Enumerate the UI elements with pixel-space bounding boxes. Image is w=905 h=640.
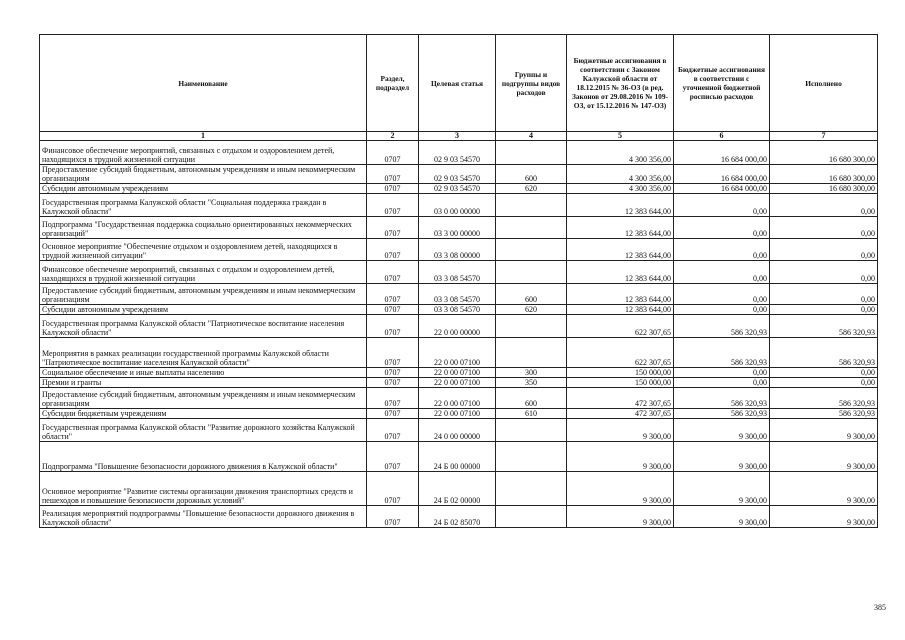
table-row xyxy=(40,388,878,409)
table-row xyxy=(40,472,878,506)
row-refined-allocation: 586 320,93 xyxy=(674,338,770,368)
row-executed: 586 320,93 xyxy=(770,388,878,409)
row-target-article: 24 Б 02 00000 xyxy=(419,472,496,506)
row-law-allocation: 12 383 644,00 xyxy=(567,305,674,315)
row-target-article: 22 0 00 07100 xyxy=(419,338,496,368)
row-executed: 16 680 300,00 xyxy=(770,141,878,165)
row-section: 0707 xyxy=(367,194,419,217)
row-name: Предоставление субсидий бюджетным, автономным учреждениям и иным некоммерческим организациям xyxy=(40,165,367,184)
row-name: Мероприятия в рамках реализации государственной программы Калужской области "Патриотическое воспитание населения Калужской области" xyxy=(40,338,367,368)
row-expense-group: 300 xyxy=(496,368,567,378)
row-section: 0707 xyxy=(367,239,419,261)
row-law-allocation: 4 300 356,00 xyxy=(567,141,674,165)
row-refined-allocation: 9 300,00 xyxy=(674,442,770,472)
row-target-article: 24 0 00 00000 xyxy=(419,419,496,442)
row-expense-group: 350 xyxy=(496,378,567,388)
row-section: 0707 xyxy=(367,378,419,388)
row-target-article: 22 0 00 07100 xyxy=(419,368,496,378)
table-row xyxy=(40,194,878,217)
row-name: Субсидии автономным учреждениям xyxy=(40,184,367,194)
row-target-article: 22 0 00 07100 xyxy=(419,388,496,409)
row-expense-group: 600 xyxy=(496,284,567,305)
row-law-allocation: 12 383 644,00 xyxy=(567,239,674,261)
row-expense-group xyxy=(496,194,567,217)
row-law-allocation: 150 000,00 xyxy=(567,368,674,378)
row-name: Субсидии автономным учреждениям xyxy=(40,305,367,315)
header-law-allocation: Бюджетные ассигнования в соответствии с Законом Калужской области от 18.12.2015 № 36-ОЗ (в ред. Законов от 29.08.2016 № 109-ОЗ, от 15.12.2016 № 147-ОЗ) xyxy=(567,35,674,132)
row-refined-allocation: 9 300,00 xyxy=(674,472,770,506)
table-row xyxy=(40,284,878,305)
row-section: 0707 xyxy=(367,141,419,165)
row-expense-group: 600 xyxy=(496,165,567,184)
row-expense-group: 620 xyxy=(496,305,567,315)
row-target-article: 22 0 00 00000 xyxy=(419,315,496,338)
column-number: 7 xyxy=(770,132,878,141)
row-expense-group xyxy=(496,141,567,165)
row-law-allocation: 12 383 644,00 xyxy=(567,217,674,239)
row-expense-group xyxy=(496,472,567,506)
row-executed: 9 300,00 xyxy=(770,419,878,442)
table-row xyxy=(40,305,878,315)
row-section: 0707 xyxy=(367,305,419,315)
row-refined-allocation: 586 320,93 xyxy=(674,315,770,338)
table-row xyxy=(40,368,878,378)
row-law-allocation: 4 300 356,00 xyxy=(567,184,674,194)
row-section: 0707 xyxy=(367,368,419,378)
table-row xyxy=(40,409,878,419)
row-section: 0707 xyxy=(367,315,419,338)
row-name: Реализация мероприятий подпрограммы "Повышение безопасности дорожного движения в Калужской области" xyxy=(40,506,367,528)
row-refined-allocation: 9 300,00 xyxy=(674,419,770,442)
row-law-allocation: 622 307,65 xyxy=(567,315,674,338)
row-target-article: 24 Б 00 00000 xyxy=(419,442,496,472)
row-executed: 16 680 300,00 xyxy=(770,165,878,184)
column-number: 3 xyxy=(419,132,496,141)
row-refined-allocation: 9 300,00 xyxy=(674,506,770,528)
row-executed: 0,00 xyxy=(770,378,878,388)
row-name: Подпрограмма "Государственная поддержка социально ориентированных некоммерческих организаций" xyxy=(40,217,367,239)
row-expense-group: 620 xyxy=(496,184,567,194)
page-number: 385 xyxy=(874,603,886,612)
row-law-allocation: 12 383 644,00 xyxy=(567,261,674,284)
table-row xyxy=(40,419,878,442)
budget-table xyxy=(39,34,878,528)
row-target-article: 03 3 08 54570 xyxy=(419,261,496,284)
row-name: Подпрограмма "Повышение безопасности дорожного движения в Калужской области" xyxy=(40,442,367,472)
row-target-article: 03 3 08 54570 xyxy=(419,305,496,315)
table-row xyxy=(40,442,878,472)
row-refined-allocation: 0,00 xyxy=(674,217,770,239)
row-refined-allocation: 0,00 xyxy=(674,239,770,261)
row-refined-allocation: 0,00 xyxy=(674,261,770,284)
row-executed: 586 320,93 xyxy=(770,338,878,368)
table-row xyxy=(40,378,878,388)
row-target-article: 03 3 08 54570 xyxy=(419,284,496,305)
table-row xyxy=(40,338,878,368)
row-section: 0707 xyxy=(367,261,419,284)
row-expense-group xyxy=(496,315,567,338)
row-law-allocation: 9 300,00 xyxy=(567,419,674,442)
row-refined-allocation: 0,00 xyxy=(674,305,770,315)
row-executed: 0,00 xyxy=(770,239,878,261)
table-row xyxy=(40,506,878,528)
row-name: Финансовое обеспечение мероприятий, связанных с отдыхом и оздоровлением детей, находящихся в трудной жизненной ситуации xyxy=(40,141,367,165)
column-number-row xyxy=(40,132,878,141)
table-row xyxy=(40,184,878,194)
row-expense-group xyxy=(496,419,567,442)
row-law-allocation: 150 000,00 xyxy=(567,378,674,388)
header-row xyxy=(40,35,878,132)
column-number: 2 xyxy=(367,132,419,141)
row-executed: 16 680 300,00 xyxy=(770,184,878,194)
header-target: Целевая статья xyxy=(419,35,496,132)
row-refined-allocation: 0,00 xyxy=(674,284,770,305)
row-section: 0707 xyxy=(367,338,419,368)
row-name: Предоставление субсидий бюджетным, автономным учреждениям и иным некоммерческим организациям xyxy=(40,388,367,409)
row-refined-allocation: 16 684 000,00 xyxy=(674,165,770,184)
row-expense-group: 600 xyxy=(496,388,567,409)
row-section: 0707 xyxy=(367,184,419,194)
row-target-article: 03 3 00 00000 xyxy=(419,217,496,239)
row-section: 0707 xyxy=(367,442,419,472)
row-law-allocation: 12 383 644,00 xyxy=(567,284,674,305)
row-name: Субсидии бюджетным учреждениям xyxy=(40,409,367,419)
row-section: 0707 xyxy=(367,506,419,528)
row-expense-group xyxy=(496,442,567,472)
row-law-allocation: 9 300,00 xyxy=(567,442,674,472)
table-row xyxy=(40,141,878,165)
row-expense-group xyxy=(496,239,567,261)
row-refined-allocation: 0,00 xyxy=(674,194,770,217)
row-law-allocation: 9 300,00 xyxy=(567,506,674,528)
row-expense-group xyxy=(496,217,567,239)
row-target-article: 02 9 03 54570 xyxy=(419,184,496,194)
row-law-allocation: 9 300,00 xyxy=(567,472,674,506)
row-section: 0707 xyxy=(367,165,419,184)
row-name: Предоставление субсидий бюджетным, автономным учреждениям и иным некоммерческим организациям xyxy=(40,284,367,305)
row-name: Финансовое обеспечение мероприятий, связанных с отдыхом и оздоровлением детей, находящихся в трудной жизненной ситуации xyxy=(40,261,367,284)
header-executed: Исполнено xyxy=(770,35,878,132)
row-law-allocation: 472 307,65 xyxy=(567,388,674,409)
row-expense-group: 610 xyxy=(496,409,567,419)
header-group: Группы и подгруппы видов расходов xyxy=(496,35,567,132)
row-executed: 586 320,93 xyxy=(770,409,878,419)
header-name: Наименование xyxy=(40,35,367,132)
budget-table-sheet xyxy=(39,34,877,528)
row-name: Государственная программа Калужской области "Социальная поддержка граждан в Калужской области" xyxy=(40,194,367,217)
row-law-allocation: 12 383 644,00 xyxy=(567,194,674,217)
row-executed: 0,00 xyxy=(770,261,878,284)
row-target-article: 22 0 00 07100 xyxy=(419,378,496,388)
column-number: 1 xyxy=(40,132,367,141)
row-executed: 0,00 xyxy=(770,305,878,315)
row-section: 0707 xyxy=(367,419,419,442)
row-law-allocation: 472 307,65 xyxy=(567,409,674,419)
row-law-allocation: 4 300 356,00 xyxy=(567,165,674,184)
table-row xyxy=(40,261,878,284)
row-target-article: 02 9 03 54570 xyxy=(419,141,496,165)
table-row xyxy=(40,217,878,239)
row-refined-allocation: 0,00 xyxy=(674,378,770,388)
row-executed: 0,00 xyxy=(770,194,878,217)
row-name: Государственная программа Калужской области "Развитие дорожного хозяйства Калужской области" xyxy=(40,419,367,442)
row-executed: 9 300,00 xyxy=(770,442,878,472)
column-number: 5 xyxy=(567,132,674,141)
row-expense-group xyxy=(496,261,567,284)
row-section: 0707 xyxy=(367,284,419,305)
header-section: Раздел, подраздел xyxy=(367,35,419,132)
row-executed: 586 320,93 xyxy=(770,315,878,338)
row-refined-allocation: 16 684 000,00 xyxy=(674,184,770,194)
table-row xyxy=(40,165,878,184)
row-name: Социальное обеспечение и иные выплаты населению xyxy=(40,368,367,378)
row-refined-allocation: 586 320,93 xyxy=(674,409,770,419)
row-target-article: 24 Б 02 85070 xyxy=(419,506,496,528)
row-executed: 9 300,00 xyxy=(770,472,878,506)
row-refined-allocation: 0,00 xyxy=(674,368,770,378)
row-section: 0707 xyxy=(367,217,419,239)
row-executed: 9 300,00 xyxy=(770,506,878,528)
row-name: Основное мероприятие "Развитие системы организации движения транспортных средств и пешеходов и повышение безопасности дорожных условий" xyxy=(40,472,367,506)
header-refined-allocation: Бюджетные ассигнования в соответствии с уточненной бюджетной росписью расходов xyxy=(674,35,770,132)
row-name: Основное мероприятие "Обеспечение отдыхом и оздоровлением детей, находящихся в трудной жизненной ситуации" xyxy=(40,239,367,261)
row-name: Государственная программа Калужской области "Патриотическое воспитание населения Калужской области" xyxy=(40,315,367,338)
column-number: 6 xyxy=(674,132,770,141)
row-target-article: 22 0 00 07100 xyxy=(419,409,496,419)
row-executed: 0,00 xyxy=(770,368,878,378)
row-refined-allocation: 586 320,93 xyxy=(674,388,770,409)
row-law-allocation: 622 307,65 xyxy=(567,338,674,368)
row-expense-group xyxy=(496,506,567,528)
row-executed: 0,00 xyxy=(770,284,878,305)
row-name: Премии и гранты xyxy=(40,378,367,388)
row-section: 0707 xyxy=(367,472,419,506)
row-target-article: 03 3 08 00000 xyxy=(419,239,496,261)
row-refined-allocation: 16 684 000,00 xyxy=(674,141,770,165)
table-row xyxy=(40,315,878,338)
column-number: 4 xyxy=(496,132,567,141)
row-expense-group xyxy=(496,338,567,368)
row-executed: 0,00 xyxy=(770,217,878,239)
row-section: 0707 xyxy=(367,409,419,419)
row-target-article: 03 0 00 00000 xyxy=(419,194,496,217)
row-section: 0707 xyxy=(367,388,419,409)
row-target-article: 02 9 03 54570 xyxy=(419,165,496,184)
table-row xyxy=(40,239,878,261)
